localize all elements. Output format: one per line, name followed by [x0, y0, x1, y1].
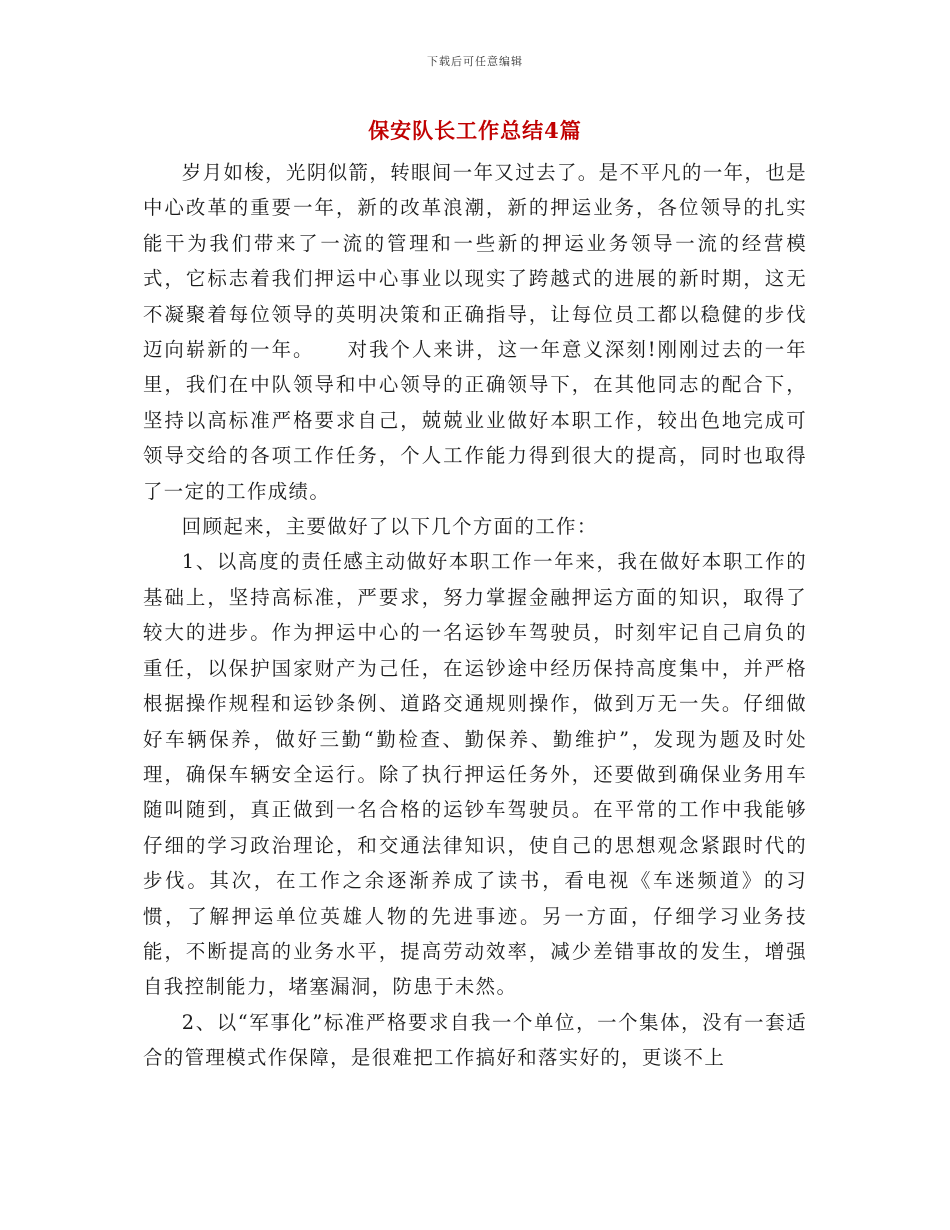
- paragraph-item-2: 2、以“军事化”标准严格要求自我一个单位，一个集体，没有一套适合的管理模式作保障，是很难把工作搞好和落实好的，更谈不上: [143, 1010, 807, 1070]
- paragraph-item-1: 1、以高度的责任感主动做好本职工作一年来，我在做好本职工作的基础上，坚持高标准，严要求，努力掌握金融押运方面的知识，取得了较大的进步。作为押运中心的一名运钞车驾驶员，时刻牢记自己肩负的重任，以保护国家财产为己任，在运钞途中经历保持高度集中，并严格根据操作规程和运钞条例、道路交通规则操作，做到万无一失。仔细做好车辆保养，做好三勤“勤检查、勤保养、勤维护”，发现为题及时处理，确保车辆安全运行。除了执行押运任务外，还要做到确保业务用车随叫随到，真正做到一名合格的运钞车驾驶员。在平常的工作中我能够仔细的学习政治理论，和交通法律知识，使自己的思想观念紧跟时代的步伐。其次，在工作之余逐渐养成了读书，看电视《车迷频道》的习惯，了解押运单位英雄人物的先进事迹。另一方面，仔细学习业务技能，不断提高的业务水平，提高劳动效率，减少差错事故的发生，增强自我控制能力，堵塞漏洞，防患于未然。: [143, 550, 807, 999]
- paragraph-review: 回顾起来，主要做好了以下几个方面的工作：: [181, 515, 598, 539]
- document-title: 保安队长工作总结4篇: [368, 118, 582, 143]
- document-body: [143, 155, 807, 1076]
- header-note: 下载后可任意编辑: [427, 55, 523, 68]
- paragraph-intro: 岁月如梭，光阴似箭，转眼间一年又过去了。是不平凡的一年，也是中心改革的重要一年，新的改革浪潮，新的押运业务，各位领导的扎实能干为我们带来了一流的管理和一些新的押运业务领导一流的经营模式，它标志着我们押运中心事业以现实了跨越式的进展的新时期，这无不凝聚着每位领导的英明决策和正确指导，让每位员工都以稳健的步伐迈向崭新的一年。 对我个人来讲，这一年意义深刻!刚刚过去的一年里，我们在中队领导和中心领导的正确领导下，在其他同志的配合下，坚持以高标准严格要求自己，兢兢业业做好本职工作，较出色地完成可领导交给的各项工作任务，个人工作能力得到很大的提高，同时也取得了一定的工作成绩。: [143, 161, 807, 503]
